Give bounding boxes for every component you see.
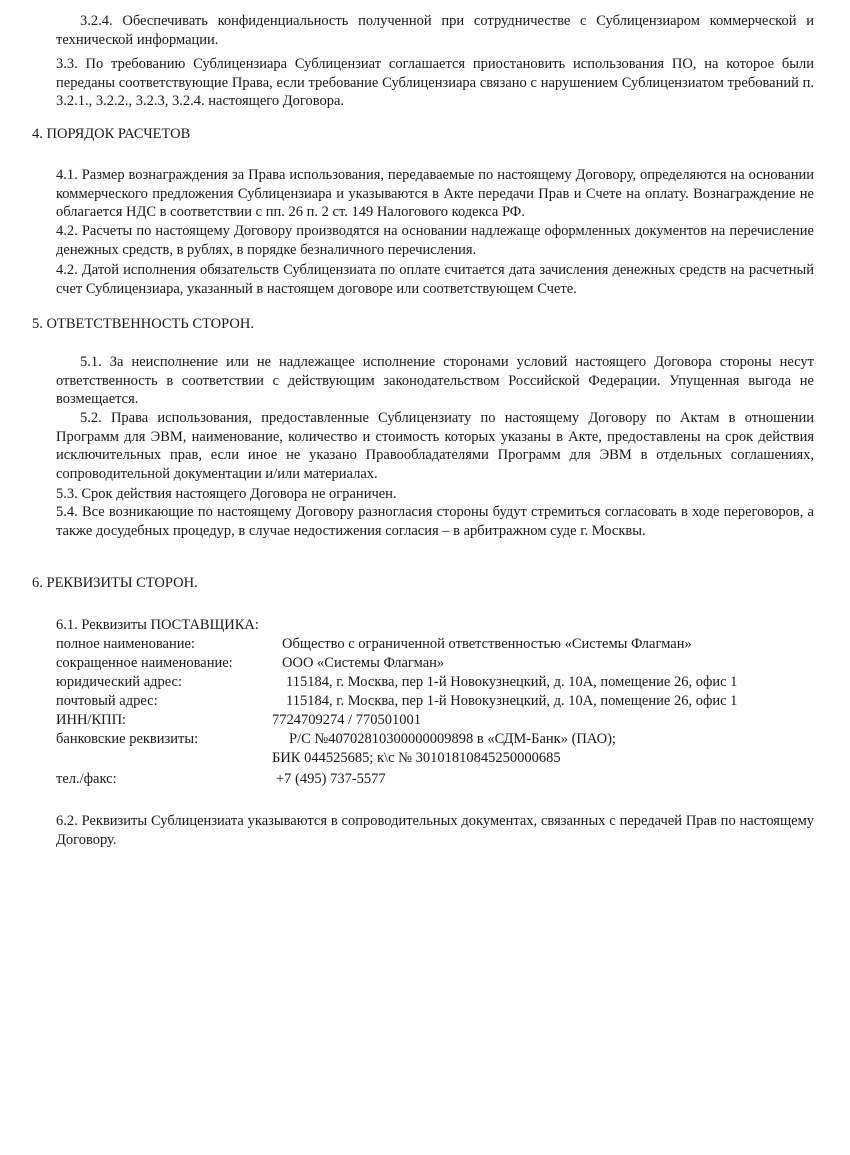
- clause-5-3: 5.3. Срок действия настоящего Договора не ограничен.: [56, 486, 397, 502]
- phone-label: тел./факс:: [56, 771, 117, 787]
- supplier-phone-row: [56, 770, 816, 789]
- short-name-label: сокращенное наименование:: [56, 655, 233, 671]
- clause-6-1: 6.1. Реквизиты ПОСТАВЩИКА:: [56, 617, 259, 633]
- bank-label: банковские реквизиты:: [56, 731, 199, 747]
- clause-5-4: 5.4. Все возникающие по настоящему Договору разногласия стороны будут стремиться согласовать в ходе переговоров, а также досудебных процедур, в случае недостижения согласия – в арбитражном суде г. Москвы.: [56, 504, 814, 539]
- postal-address-value: 115184, г. Москва, пер 1-й Новокузнецкий, д. 10А, помещение 26, офис 1: [286, 693, 738, 709]
- section-6-heading: 6. РЕКВИЗИТЫ СТОРОН.: [32, 575, 198, 591]
- clause-5-2: 5.2. Права использования, предоставленные Сублицензиату по настоящему Договору по Актам в отношении Программ для ЭВМ, наименование, количество и стоимость которых указаны в Акте, предоставлены на срок действия исключительных прав, если иное не указано Правообладателями Программ для ЭВМ в отдельных соглашениях, сопроводительной документации и/или материалах.: [56, 410, 814, 482]
- supplier-inn-kpp-row: [56, 711, 816, 730]
- clause-5-1: 5.1. За неисполнение или не надлежащее исполнение сторонами условий настоящего Договора стороны несут ответственность в соответствии с действующим законодательством Российской Федерации. Упущенная выгода не возмещается.: [56, 354, 814, 408]
- supplier-postal-address-row: [56, 692, 816, 711]
- full-name-label: полное наименование:: [56, 636, 195, 652]
- section-4-heading: 4. ПОРЯДОК РАСЧЕТОВ: [32, 126, 191, 142]
- legal-address-label: юридический адрес:: [56, 674, 183, 690]
- clause-3-2-4: 3.2.4. Обеспечивать конфиденциальность полученной при сотрудничестве с Сублицензиаром коммерческой и технической информации.: [56, 13, 814, 48]
- section-5-heading: 5. ОТВЕТСТВЕННОСТЬ СТОРОН.: [32, 316, 254, 332]
- legal-address-value: 115184, г. Москва, пер 1-й Новокузнецкий, д. 10А, помещение 26, офис 1: [286, 674, 738, 690]
- bank-account-value: Р/С №40702810300000009898 в «СДМ-Банк» (ПАО);: [289, 731, 616, 747]
- clause-4-1: 4.1. Размер вознаграждения за Права использования, передаваемые по настоящему Договору, определяются на основании коммерческого предложения Сублицензиара и указываются в Акте передачи Прав и Счете на оплату. Вознаграждение не облагается НДС в соответствии с пп. 26 п. 2 ст. 149 Налогового кодекса РФ.: [56, 167, 814, 221]
- phone-value: +7 (495) 737-5577: [276, 771, 386, 787]
- supplier-legal-address-row: [56, 673, 816, 692]
- supplier-full-name-row: [56, 635, 816, 654]
- short-name-value: ООО «Системы Флагман»: [282, 655, 445, 671]
- clause-3-3: 3.3. По требованию Сублицензиара Сублицензиат соглашается приостановить использования ПО, на которое были переданы соответствующие Права, если требование Сублицензиара связано с нарушением Сублицензиатом требований п. 3.2.1., 3.2.2., 3.2.3, 3.2.4. настоящего Договора.: [56, 56, 814, 110]
- postal-address-label: почтовый адрес:: [56, 693, 158, 709]
- clause-4-2-settlements: 4.2. Расчеты по настоящему Договору производятся на основании надлежаще оформленных документов на перечисление денежных средств, в рублях, в порядке безналичного перечисления.: [56, 223, 814, 258]
- supplier-bank-row: [56, 730, 816, 749]
- supplier-short-name-row: [56, 654, 816, 673]
- inn-kpp-label: ИНН/КПП:: [56, 712, 127, 728]
- clause-4-2-payment-date: 4.2. Датой исполнения обязательств Сублицензиата по оплате считается дата зачисления денежных средств на расчетный счет Сублицензиара, указанный в настоящем договоре или соответствующем Счете.: [56, 262, 814, 297]
- inn-kpp-value: 7724709274 / 770501001: [272, 712, 422, 728]
- bank-bik-value: БИК 044525685; к\с № 30101810845250000685: [272, 750, 561, 766]
- clause-6-2: 6.2. Реквизиты Сублицензиата указываются в сопроводительных документах, связанных с передачей Прав по настоящему Договору.: [56, 813, 814, 848]
- full-name-value: Общество с ограниченной ответственностью «Системы Флагман»: [282, 636, 692, 652]
- supplier-bank-bik-row: [56, 749, 816, 768]
